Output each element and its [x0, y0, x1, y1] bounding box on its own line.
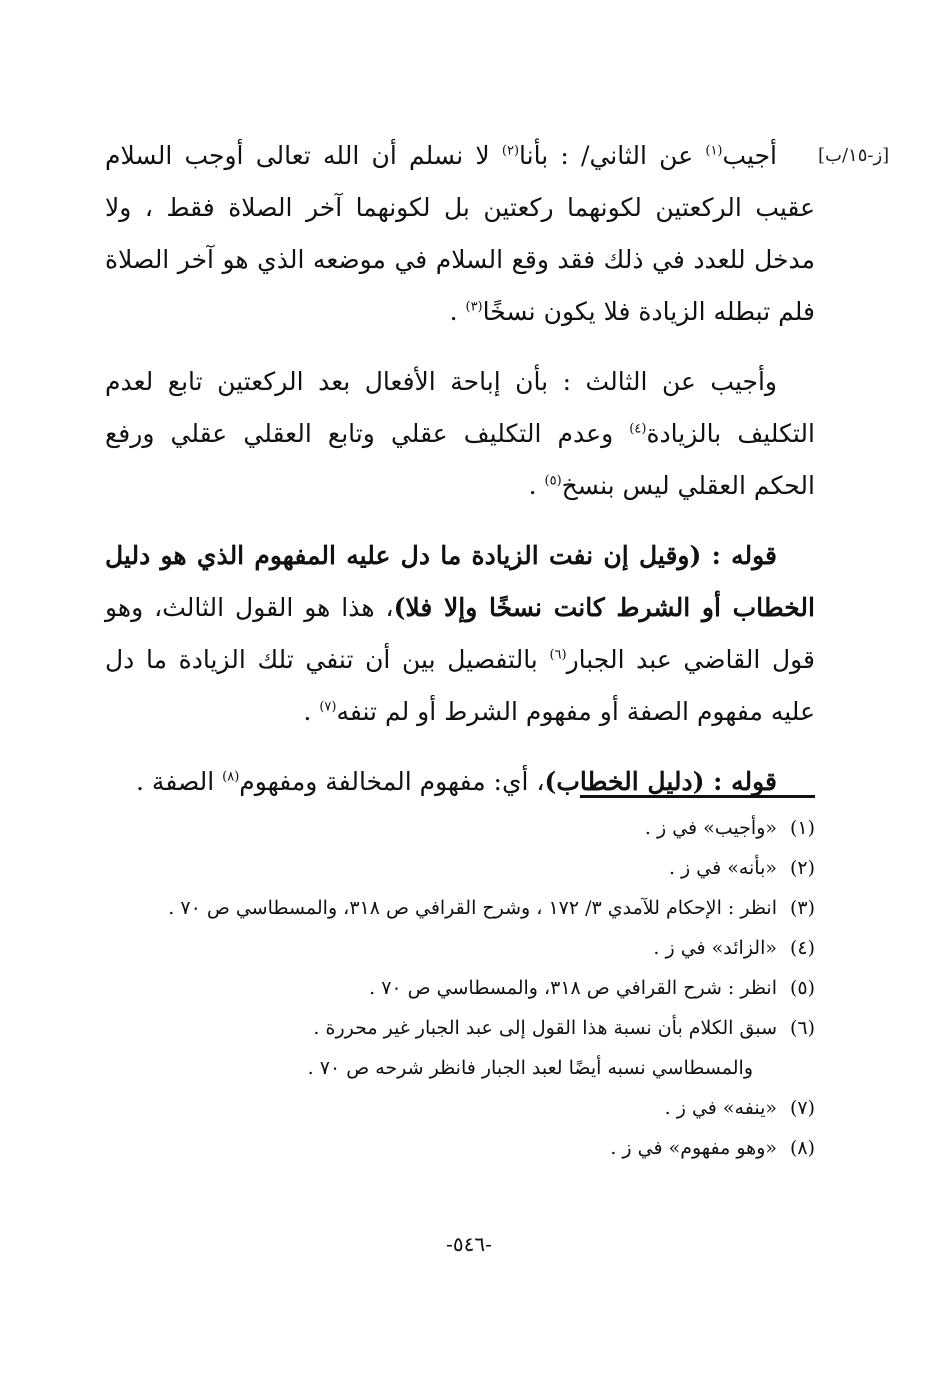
- footnote-item: [105, 928, 815, 968]
- footnote-item: [105, 888, 815, 928]
- paragraph-1: [105, 130, 815, 338]
- main-text: [105, 130, 815, 826]
- footnote-text: سبق الكلام بأن نسبة هذا القول إلى عبد الجبار غير محررة .: [313, 1017, 777, 1039]
- text-run: .: [528, 471, 545, 500]
- footnote-text: «ينفه» في ز .: [664, 1097, 777, 1119]
- text-run: لا نسلم أن الله تعالى أوجب السلام عقيب الركعتين لكونهما ركعتين بل لكونهما آخر الصلاة فقط ، ولا مدخل للعدد في ذلك فقد وقع السلام في موضعه الذي هو آخر الصلاة فلم تبطله الزيادة فلا يكون نسخًا: [105, 141, 815, 326]
- paragraph-2: [105, 356, 815, 512]
- footnote-text: «وأجيب» في ز .: [644, 817, 777, 839]
- footnotes: [105, 808, 815, 1168]
- footnote-ref-7[interactable]: (٧): [319, 699, 337, 715]
- footnote-number: (٤): [789, 937, 815, 959]
- text-run: عن الثاني/ : بأنا: [519, 141, 706, 170]
- footnote-ref-4[interactable]: (٤): [629, 421, 647, 437]
- text-run: بالتفصيل بين أن تنفي تلك الزيادة ما دل عليه مفهوم الصفة أو مفهوم الشرط أو لم تنفه: [105, 645, 815, 726]
- footnote-number: (٦): [789, 1017, 815, 1039]
- footnote-text: «بأنه» في ز .: [668, 857, 777, 879]
- footnote-item: [105, 968, 815, 1008]
- text-run: أجيب: [722, 141, 777, 170]
- footnote-number: (٧): [789, 1097, 815, 1119]
- footnote-ref-2[interactable]: (٢): [501, 143, 520, 159]
- footnote-separator: [580, 795, 815, 798]
- text-run: وعدم التكليف عقلي وتابع العقلي عقلي ورفع الحكم العقلي ليس بنسخ: [105, 419, 815, 500]
- footnote-item: [105, 808, 815, 848]
- footnote-text: انظر : شرح القرافي ص ٣١٨، والمسطاسي ص ٧٠ .: [369, 977, 777, 999]
- footnote-ref-5[interactable]: (٥): [544, 473, 562, 489]
- footnote-number: (٥): [789, 977, 815, 999]
- footnote-number: (٨): [789, 1137, 815, 1159]
- text-run: ، هذا هو القول الثالث، وهو قول القاضي عبد الجبار: [105, 593, 816, 674]
- text-run: .: [303, 697, 320, 726]
- footnote-item: [105, 1008, 815, 1048]
- quoted-text: قوله : (وقيل إن نفت الزيادة ما دل عليه المفهوم الذي هو دليل الخطاب أو الشرط كانت نسخًا وإلا فلا): [105, 541, 815, 622]
- page-number: -٥٤٦-: [446, 1232, 492, 1256]
- quoted-text: قوله : (دليل الخطاب): [544, 767, 777, 796]
- footnote-ref-6[interactable]: (٦): [549, 647, 567, 663]
- footnote-text: انظر : الإحكام للآمدي ٣/ ١٧٢ ، وشرح القرافي ص ٣١٨، والمسطاسي ص ٧٠ .: [168, 897, 777, 919]
- footnote-text: «الزائد» في ز .: [653, 937, 777, 959]
- text-run: وأجيب عن الثالث : بأن إباحة الأفعال بعد الركعتين تابع لعدم التكليف بالزيادة: [105, 367, 815, 448]
- footnote-item: [105, 848, 815, 888]
- footnote-ref-8[interactable]: (٨): [222, 769, 240, 785]
- footnote-text: «وهو مفهوم» في ز .: [610, 1137, 777, 1159]
- footnote-number: (٢): [789, 857, 815, 879]
- footnote-ref-1[interactable]: (١): [705, 143, 723, 159]
- text-run: .: [449, 297, 466, 326]
- footnote-item: [105, 1088, 815, 1128]
- text-run: ، أي: مفهوم المخالفة ومفهوم: [239, 767, 545, 796]
- footnote-continuation: والمسطاسي نسبه أيضًا لعبد الجبار فانظر شرحه ص ٧٠ .: [307, 1057, 753, 1079]
- margin-folio-note: [ز-١٥/ب]: [818, 145, 890, 166]
- paragraph-3: [105, 530, 815, 738]
- footnote-item: [105, 1128, 815, 1168]
- footnote-number: (٣): [789, 897, 815, 919]
- footnote-ref-3[interactable]: (٣): [465, 299, 483, 315]
- footnote-number: (١): [789, 817, 815, 839]
- text-run: الصفة .: [136, 767, 223, 796]
- paragraph-4: [105, 756, 815, 808]
